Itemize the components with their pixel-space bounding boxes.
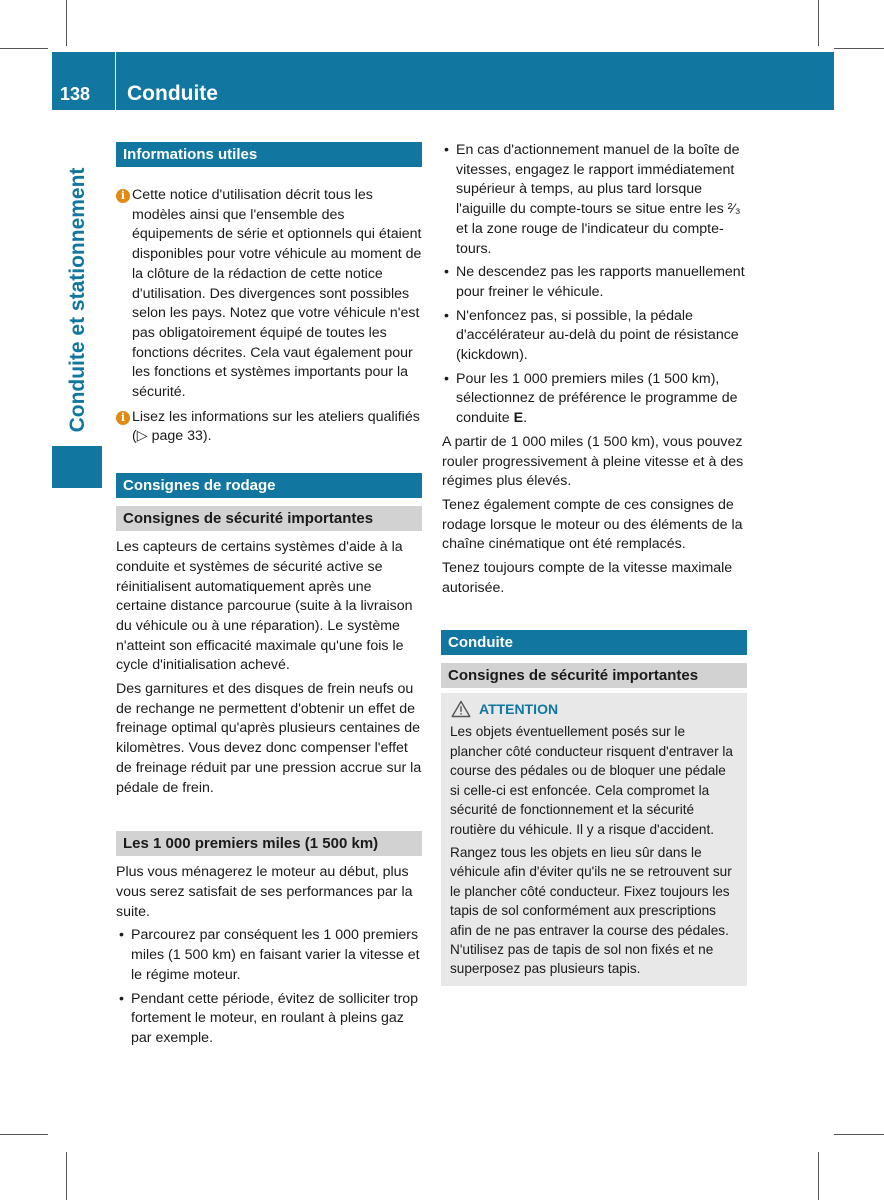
- right-column: [441, 141, 747, 986]
- crop-mark: [818, 1152, 819, 1200]
- section-heading-rodage: Consignes de rodage: [116, 473, 422, 498]
- paragraph: Les capteurs de certains systèmes d'aide à la conduite et systèmes de sécurité active se réinitialisent automatiquement après une certaine distance parcourue (suite à la livraison du véhicule ou à une réparation). Le système n'atteint son efficacité maximale qu'une fois le cycle d'initialisation achevé.: [116, 539, 413, 674]
- subheading-securite: Consignes de sécurité importantes: [441, 663, 747, 688]
- warning-header: [451, 700, 739, 718]
- warning-paragraph: Les objets éventuellement posés sur le plancher côté conducteur risquent d'entraver la course des pédales ou de bloquer une pédale si celle-ci est enfoncée. Cela compromet la sécurité de fonctionnement et la sécurité routière du véhicule. Il y a risque d'accident.: [450, 724, 733, 837]
- paragraph: A partir de 1 000 miles (1 500 km), vous pouvez rouler progressivement à pleine vitesse et à des régimes plus élevés.: [442, 433, 744, 490]
- warning-triangle-icon: [451, 700, 471, 718]
- warning-box: [441, 693, 747, 985]
- left-column: [116, 142, 422, 1053]
- section-heading-informations: Informations utiles: [116, 142, 422, 167]
- crop-mark: [66, 0, 67, 46]
- crop-mark: [66, 1152, 67, 1200]
- paragraph: Plus vous ménagerez le moteur au début, plus vous serez satisfait de ses performances par la suite.: [116, 864, 413, 920]
- bullet-list: [441, 141, 747, 429]
- header-divider: [115, 52, 116, 110]
- info-note: [116, 186, 422, 403]
- crop-mark: [834, 48, 884, 49]
- info-icon: i: [116, 411, 130, 425]
- chapter-thumb-tab: [52, 446, 102, 488]
- warning-paragraph: Rangez tous les objets en lieu sûr dans le véhicule afin d'éviter qu'ils ne se retrouvent sur le plancher côté conducteur. Fixez toujours les tapis de sol conformément aux prescriptions afin de ne pas entraver la course des pédales. N'utilisez pas de tapis de sol non fixés et ne superposez pas plusieurs tapis.: [450, 844, 732, 977]
- list-item: • Ne descendez pas les rapports manuellement pour freiner le véhicule.: [441, 263, 747, 302]
- paragraph: Des garnitures et des disques de frein neufs ou de rechange ne permettent d'obtenir un effet de freinage optimal qu'après plusieurs centaines de kilomètres. Vous devez donc compenser l'effet de freinage réduit par une pression accrue sur la pédale de frein.: [116, 681, 422, 796]
- crop-mark: [0, 48, 48, 49]
- section-heading-conduite: Conduite: [441, 630, 747, 655]
- info-note-text: Lisez les informations sur les ateliers qualifiés (▷ page 33).: [132, 408, 420, 445]
- bullet-list: [116, 926, 422, 1048]
- list-item-punctuation: .: [523, 410, 528, 427]
- info-icon: i: [116, 189, 130, 203]
- page-title: Conduite: [127, 82, 218, 105]
- info-note: [116, 408, 422, 447]
- list-item: • Pendant cette période, évitez de solliciter trop fortement le moteur, en roulant à pleins gaz par exemple.: [116, 990, 422, 1049]
- page-number: 138: [60, 84, 91, 104]
- drive-program-letter: E: [513, 410, 524, 427]
- list-item: • En cas d'actionnement manuel de la boîte de vitesses, engagez le rapport immédiatement supérieur à temps, au plus tard lorsque l'aiguille du compte-tours se situe entre les ²⁄₃ et la zone rouge de l'indicateur du compte-tours.: [441, 141, 747, 259]
- crop-mark: [0, 1134, 48, 1135]
- paragraph: Tenez également compte de ces consignes de rodage lorsque le moteur ou des éléments de la chaîne cinématique ont été remplacés.: [442, 496, 743, 553]
- crop-mark: [818, 0, 819, 46]
- crop-mark: [834, 1134, 884, 1135]
- subheading-securite: Consignes de sécurité importantes: [116, 506, 422, 531]
- paragraph: Tenez toujours compte de la vitesse maximale autorisée.: [442, 560, 733, 596]
- warning-label: ATTENTION: [479, 701, 559, 718]
- list-item: • Parcourez par conséquent les 1 000 premiers miles (1 500 km) en faisant varier la vitesse et le régime moteur.: [116, 926, 422, 985]
- list-item: • N'enfoncez pas, si possible, la pédale d'accélérateur au-delà du point de résistance (kickdown).: [441, 307, 747, 366]
- list-item: [441, 370, 747, 429]
- list-item-text: Pour les 1 000 premiers miles (1 500 km), sélectionnez de préférence le programme de conduite: [456, 370, 738, 427]
- info-note-text: Cette notice d'utilisation décrit tous les modèles ainsi que l'ensemble des équipements de série et optionnels qui étaient disponibles pour votre véhicule au moment de la clôture de la rédaction de cette notice d'utilisation. Des divergences sont possibles selon les pays. Notez que votre véhicule n'est pas obligatoirement équipé de toutes les fonctions décrites. Cela vaut également pour les fonctions et systèmes importants pour la sécurité.: [132, 187, 422, 401]
- chapter-side-label: Conduite et stationnement: [66, 167, 89, 433]
- subheading-premiers-miles: Les 1 000 premiers miles (1 500 km): [116, 831, 422, 856]
